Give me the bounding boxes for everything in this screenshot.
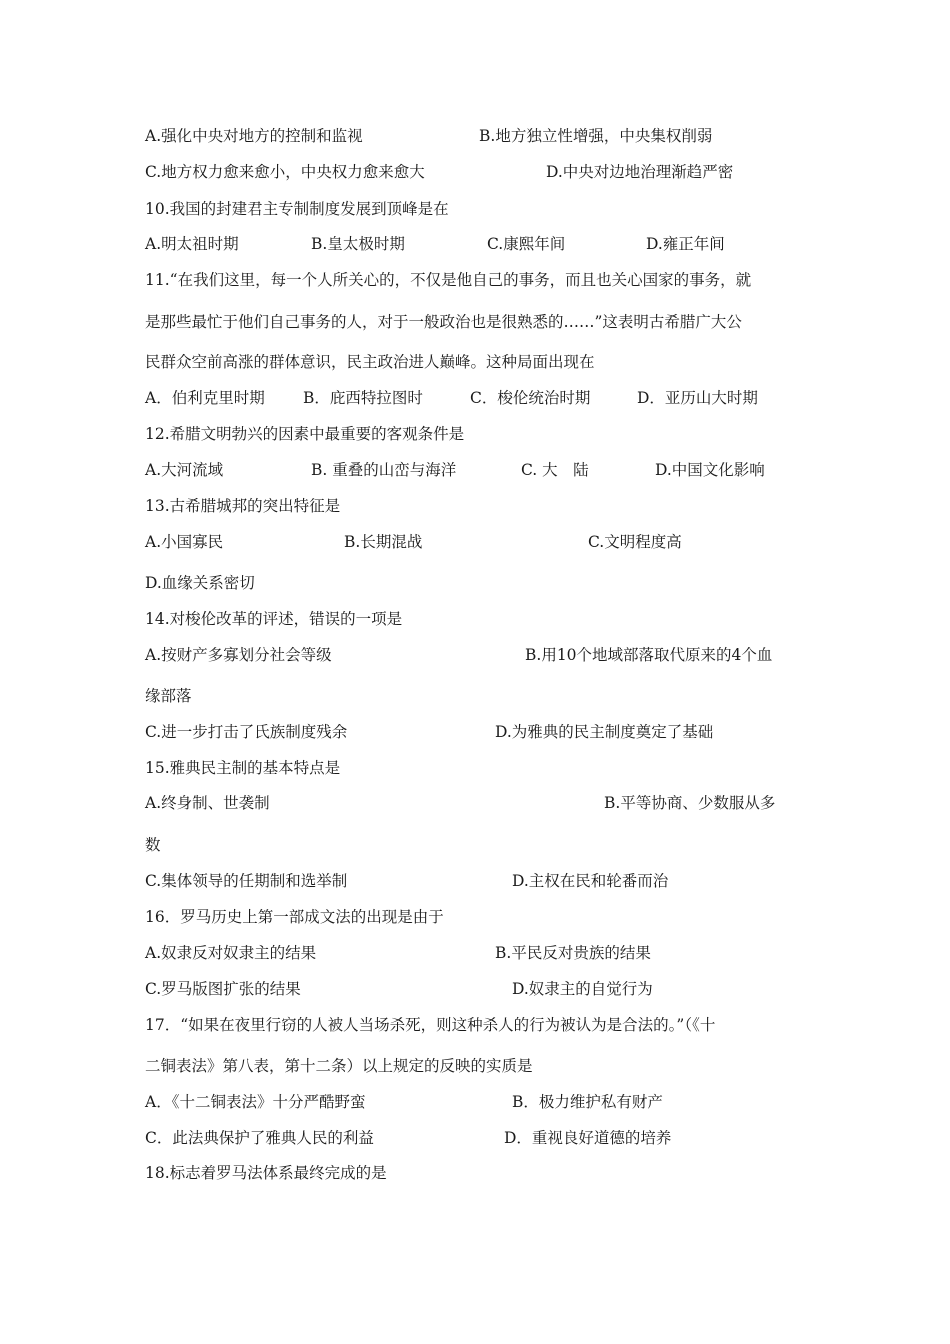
q17-option-c: C．此法典保护了雅典人民的利益 — [145, 1129, 374, 1147]
q12-option-b: B. 重叠的山峦与海洋 — [311, 461, 457, 479]
q13-option-c: C.文明程度高 — [588, 533, 682, 551]
q17-stem-line-1: 17．“如果在夜里行窃的人被人当场杀死，则这种杀人的行为被认为是合法的。”（《十 — [145, 1016, 716, 1034]
q9-option-d: D.中央对边地治理渐趋严密 — [546, 163, 734, 181]
q14-option-b-line-1: B.用10个地域部落取代原来的4个血 — [525, 646, 773, 664]
q16-option-d: D.奴隶主的自觉行为 — [512, 980, 653, 998]
q16-stem: 16．罗马历史上第一部成文法的出现是由于 — [145, 908, 444, 926]
q9-option-a: A.强化中央对地方的控制和监视 — [145, 127, 363, 145]
q10-option-d: D.雍正年间 — [646, 235, 725, 253]
q11-option-a: A．伯利克里时期 — [145, 389, 265, 407]
q11-option-d: D．亚历山大时期 — [637, 389, 758, 407]
q14-option-c: C.进一步打击了氏族制度残余 — [145, 723, 348, 741]
q13-stem: 13.古希腊城邦的突出特征是 — [145, 497, 341, 515]
q17-option-b: B．极力维护私有财产 — [512, 1093, 663, 1111]
q13-option-a: A.小国寡民 — [145, 533, 224, 551]
q18-stem: 18.标志着罗马法体系最终完成的是 — [145, 1164, 387, 1182]
q16-option-b: B.平民反对贵族的结果 — [495, 944, 651, 962]
q12-option-a: A.大河流域 — [145, 461, 224, 479]
q17-option-d: D．重视良好道德的培养 — [504, 1129, 672, 1147]
q10-option-c: C.康熙年间 — [487, 235, 566, 253]
q15-option-b-line-1: B.平等协商、少数服从多 — [604, 794, 776, 812]
q9-option-b: B.地方独立性增强，中央集权削弱 — [479, 127, 713, 145]
q15-option-b-line-2: 数 — [145, 836, 161, 854]
q10-stem: 10.我国的封建君主专制制度发展到顶峰是在 — [145, 200, 449, 218]
q16-option-a: A.奴隶反对奴隶主的结果 — [145, 944, 317, 962]
q12-stem: 12.希腊文明勃兴的因素中最重要的客观条件是 — [145, 425, 465, 443]
q11-option-c: C．梭伦统治时期 — [470, 389, 591, 407]
q11-stem-line-1: 11.“在我们这里，每一个人所关心的，不仅是他自己的事务，而且也关心国家的事务，就 — [145, 271, 752, 289]
q15-stem: 15.雅典民主制的基本特点是 — [145, 759, 341, 777]
q13-option-d: D.血缘关系密切 — [145, 574, 255, 592]
q14-option-b-line-2: 缘部落 — [145, 687, 192, 705]
q14-option-a: A.按财产多寡划分社会等级 — [145, 646, 332, 664]
q12-option-c: C. 大 陆 — [521, 461, 589, 479]
q11-stem-line-2: 是那些最忙于他们自己事务的人，对于一般政治也是很熟悉的……”这表明古希腊广大公 — [145, 313, 742, 331]
q14-stem: 14.对梭伦改革的评述，错误的一项是 — [145, 610, 403, 628]
q17-option-a: A．《十二铜表法》十分严酷野蛮 — [145, 1093, 366, 1111]
q10-option-b: B.皇太极时期 — [311, 235, 405, 253]
q15-option-a: A.终身制、世袭制 — [145, 794, 270, 812]
q12-option-d: D.中国文化影响 — [655, 461, 765, 479]
q11-stem-line-3: 民群众空前高涨的群体意识，民主政治进人巅峰。这种局面出现在 — [145, 353, 595, 371]
q15-option-c: C.集体领导的任期制和选举制 — [145, 872, 348, 890]
q16-option-c: C.罗马版图扩张的结果 — [145, 980, 301, 998]
q14-option-d: D.为雅典的民主制度奠定了基础 — [495, 723, 714, 741]
q11-option-b: B．庇西特拉图时 — [303, 389, 423, 407]
q10-option-a: A.明太祖时期 — [145, 235, 239, 253]
q13-option-b: B.长期混战 — [344, 533, 423, 551]
q17-stem-line-2: 二铜表法》第八表，第十二条）以上规定的反映的实质是 — [145, 1057, 533, 1075]
q15-option-d: D.主权在民和轮番而治 — [512, 872, 669, 890]
q9-option-c: C.地方权力愈来愈小，中央权力愈来愈大 — [145, 163, 425, 181]
